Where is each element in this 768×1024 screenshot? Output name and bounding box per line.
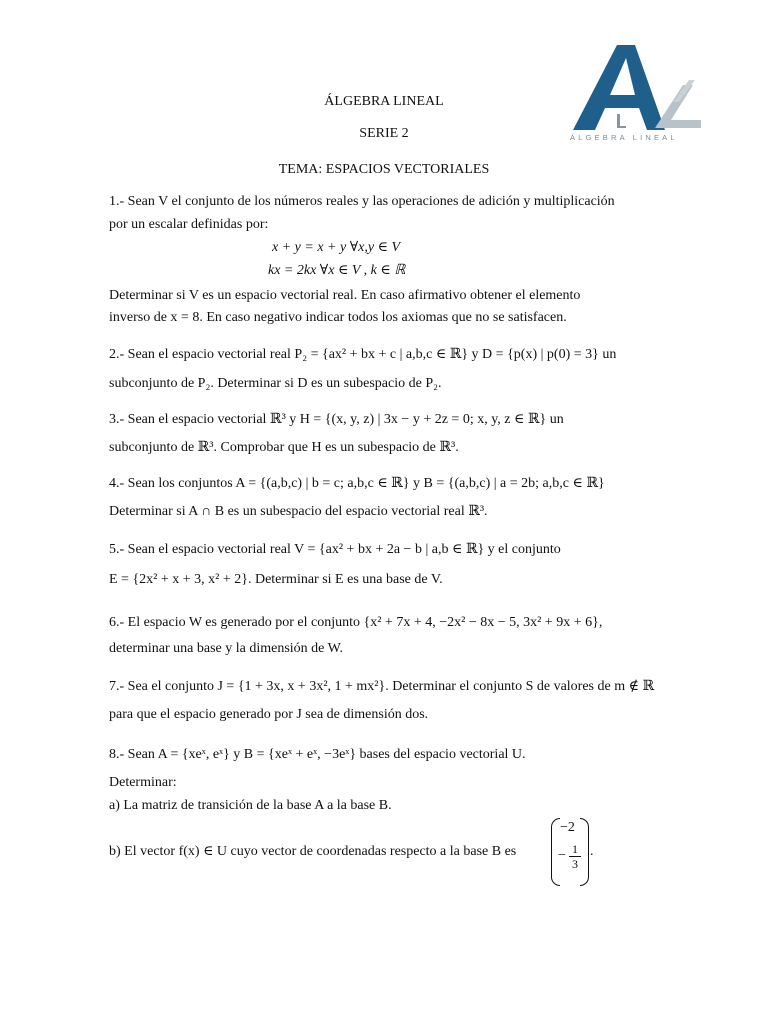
problem-6-line-1: 6.- El espacio W es generado por el conjunto {x² + 7x + 4, −2x² − 8x − 5, 3x² + 9x + 6}, [109,615,603,630]
tema-label: TEMA: ESPACIOS VECTORIALES [278,162,490,177]
problem-7-line-2: para que el espacio generado por J sea de dimensión dos. [109,707,429,722]
problem-5-line-1: 5.- Sean el espacio vectorial real V = {ax² + bx + 2a − b | a,b ∈ ℝ} y el conjunto [109,542,561,557]
problem-1-equation-2: kx = 2kx ∀x ∈ V , k ∈ ℝ [268,263,406,278]
fraction-denominator: 3 [572,857,578,871]
final-period: . [590,844,594,859]
problem-8-line-2: Determinar: [109,775,177,790]
problem-3-line-1: 3.- Sean el espacio vectorial ℝ³ y H = {(x, y, z) | 3x − y + 2z = 0; x, y, z ∈ ℝ} un [109,412,564,427]
problem-4-line-1: 4.- Sean los conjuntos A = {(a,b,c) | b = c; a,b,c ∈ ℝ} y B = {(a,b,c) | a = 2b; a,b,c ∈ ℝ} [109,476,605,491]
problem-4-line-2: Determinar si A ∩ B es un subespacio del espacio vectorial real ℝ³. [109,504,488,519]
problem-1-equation-1: x + y = x + y ∀x,y ∈ V [272,240,400,255]
matrix-entry-2-fraction [569,842,581,871]
problem-1-line-2: por un escalar definidas por: [109,217,269,232]
problem-7-line-1: 7.- Sea el conjunto J = {1 + 3x, x + 3x², 1 + mx²}. Determinar el conjunto S de valores de m ∉ ℝ [109,679,655,694]
fraction-numerator: 1 [569,842,581,857]
matrix-entry-1: −2 [560,820,575,835]
problem-3-line-2: subconjunto de ℝ³. Comprobar que H es un subespacio de ℝ³. [109,440,459,455]
problem-1-line-3: Determinar si V es un espacio vectorial real. En caso afirmativo obtener el elemento [109,288,581,303]
problem-5-line-2: E = {2x² + x + 3, x² + 2}. Determinar si E es una base de V. [109,572,443,587]
matrix-entry-2-sign: − [558,848,566,863]
problem-8-part-a: a) La matriz de transición de la base A a la base B. [109,798,392,813]
problem-8-part-b: b) El vector f(x) ∈ U cuyo vector de coordenadas respecto a la base B es [109,844,517,859]
problem-6-line-2: determinar una base y la dimensión de W. [109,641,344,656]
right-parenthesis [580,818,589,886]
problem-1-line-1: 1.- Sean V el conjunto de los números reales y las operaciones de adición y multiplicación [109,194,615,209]
logo-caption: ÁLGEBRA LINEAL [570,133,678,142]
problem-8-line-1: 8.- Sean A = {xeˣ, eˣ} y B = {xeˣ + eˣ, −3eˣ} bases del espacio vectorial U. [109,747,526,762]
serie-label: SERIE 2 [359,126,409,141]
problem-1-line-4: inverso de x = 8. En caso negativo indicar todos los axiomas que no se satisfacen. [109,310,567,325]
problem-2-line-1: 2.- Sean el espacio vectorial real P₂ = {ax² + bx + c | a,b,c ∈ ℝ} y D = {p(x) | p(0) = 3} un [109,347,617,362]
problem-2-line-2: subconjunto de P₂. Determinar si D es un subespacio de P₂. [109,376,442,391]
coordinate-vector-matrix [551,818,589,886]
page-title: ÁLGEBRA LINEAL [324,94,444,109]
